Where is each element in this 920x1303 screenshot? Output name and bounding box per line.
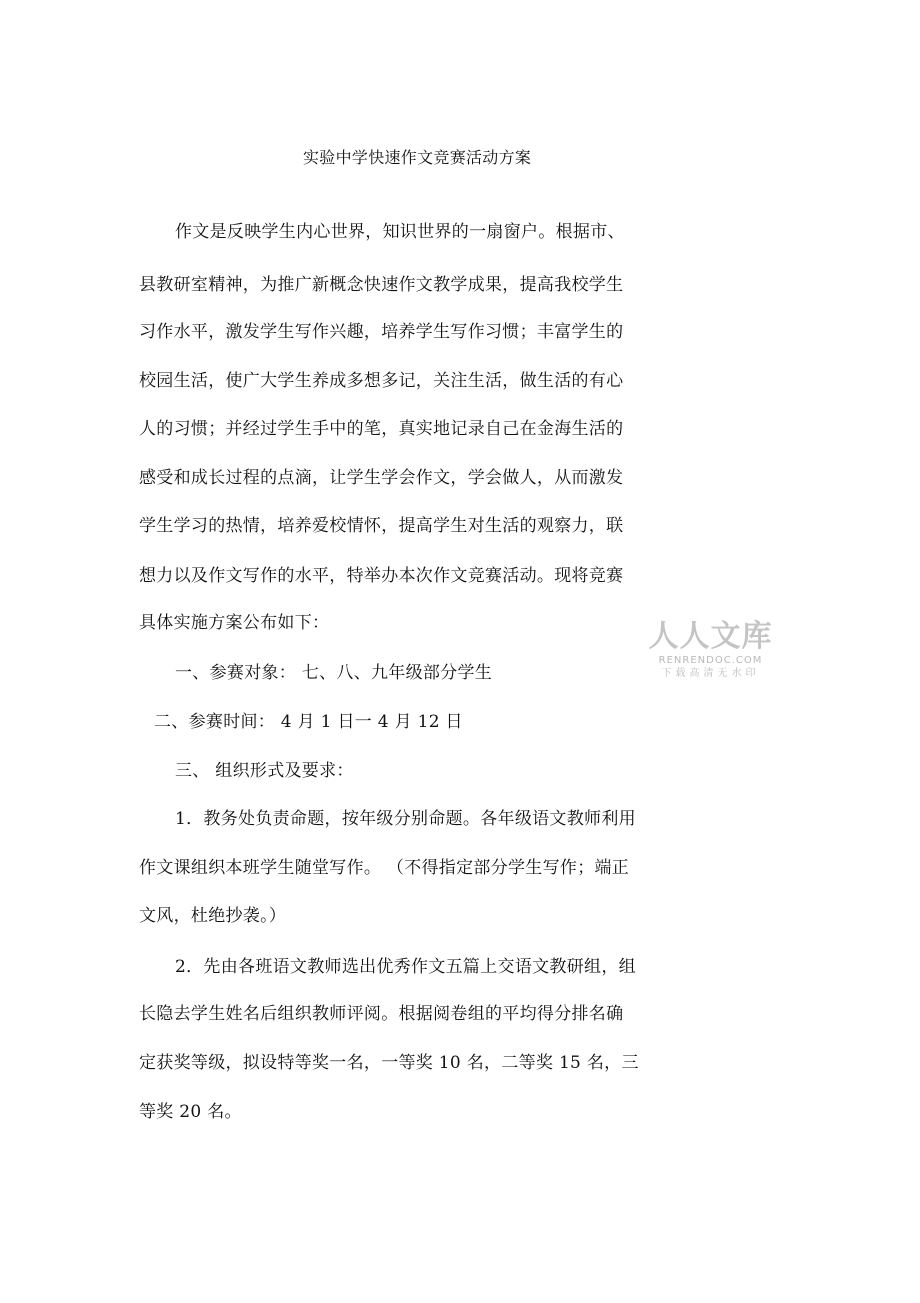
paragraph-line: 人的习惯；并经过学生手中的笔，真实地记录自己在金海生活的: [139, 419, 624, 439]
paragraph-line: 学生学习的热情，培养爱校情怀，提高学生对生活的观察力，联: [139, 516, 624, 536]
watermark-main: 人人文库: [648, 619, 773, 654]
section-schedule: 二、参赛时间： 4 月 1 日一 4 月 12 日: [154, 712, 463, 732]
paragraph-line: 习作水平，激发学生写作兴趣，培养学生写作习惯；丰富学生的: [139, 322, 624, 342]
paragraph-line: 作文课组织本班学生随堂写作。 （不得指定部分学生写作；端正: [139, 858, 630, 878]
paragraph-line: 1．教务处负责命题，按年级分别命题。各年级语文教师利用: [175, 809, 636, 829]
paragraph-line: 2．先由各班语文教师选出优秀作文五篇上交语文教研组，组: [175, 957, 636, 977]
paragraph-line: 校园生活，使广大学生养成多想多记，关注生活，做生活的有心: [139, 371, 624, 391]
watermark-tagline: 下载高清无水印: [661, 668, 760, 679]
paragraph-line: 县教研室精神，为推广新概念快速作文教学成果，提高我校学生: [139, 275, 624, 295]
paragraph-line: 具体实施方案公布如下：: [139, 613, 330, 633]
watermark-logo: [648, 620, 773, 680]
watermark-domain: RENRENDOC.COM: [658, 655, 763, 666]
paragraph-line: 想力以及作文写作的水平，特举办本次作文竞赛活动。现将竞赛: [139, 566, 624, 586]
section-organization: 三、 组织形式及要求：: [175, 761, 354, 781]
paragraph-line: 长隐去学生姓名后组织教师评阅。根据阅卷组的平均得分排名确: [139, 1004, 624, 1024]
paragraph-line: 定获奖等级，拟设特等奖一名，一等奖 10 名，二等奖 15 名，三: [139, 1053, 639, 1073]
document-title: 实验中学快速作文竞赛活动方案: [303, 148, 532, 167]
paragraph-line: 作文是反映学生内心世界，知识世界的一扇窗户。根据市、: [175, 222, 625, 242]
paragraph-line: 等奖 20 名。: [139, 1102, 242, 1122]
section-participants: 一、参赛对象： 七、八、九年级部分学生: [175, 663, 493, 683]
paragraph-line: 文风，杜绝抄袭。）: [139, 906, 287, 926]
paragraph-line: 感受和成长过程的点滴，让学生学会作文，学会做人，从而激发: [139, 468, 624, 488]
